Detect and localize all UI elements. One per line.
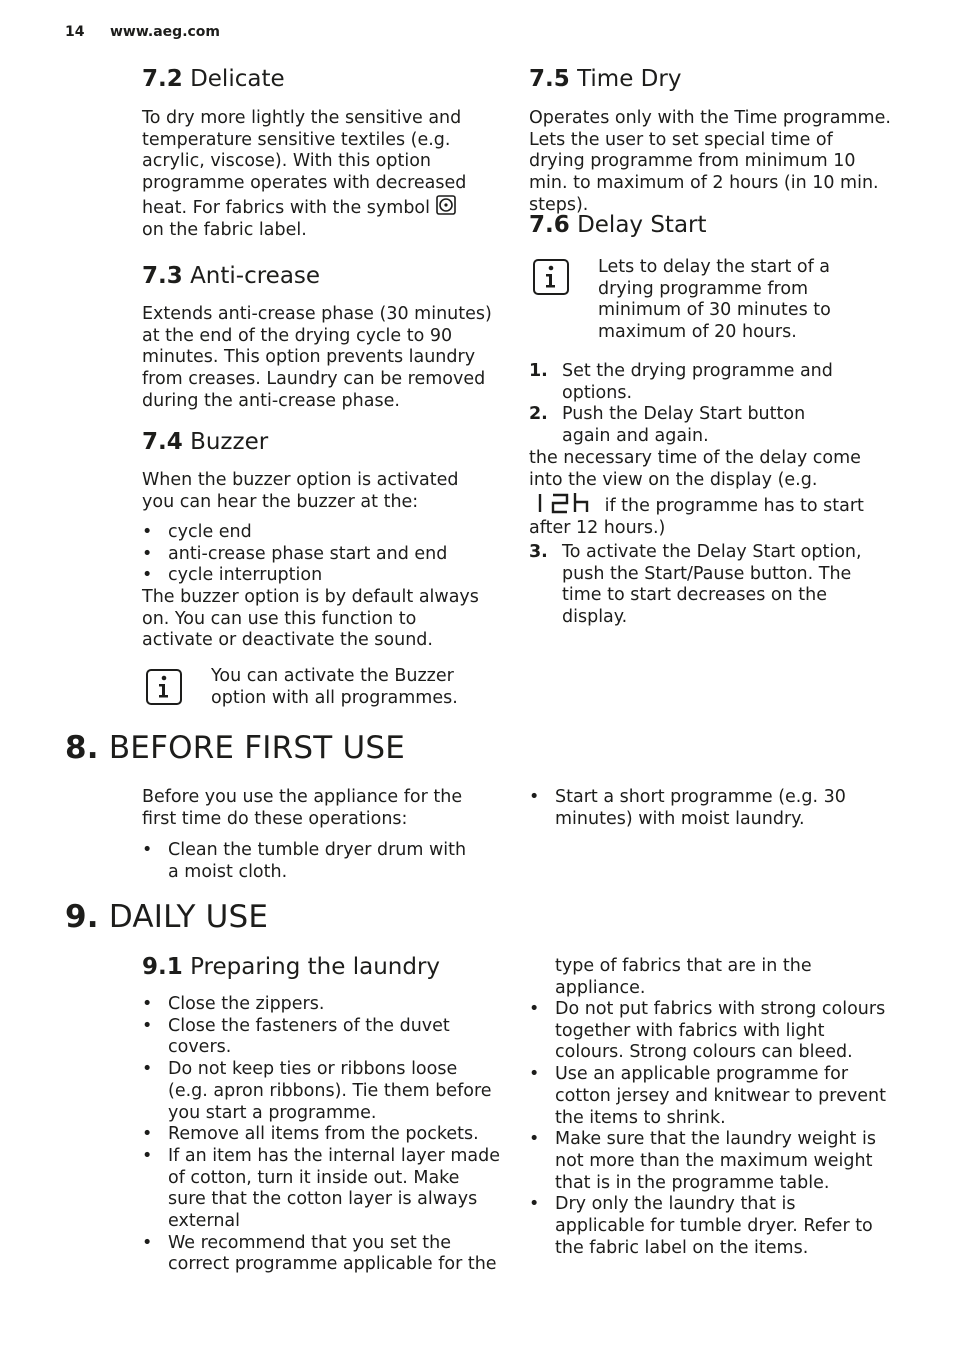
delay-start-continuation bbox=[529, 447, 879, 539]
heading-title: Buzzer bbox=[190, 429, 269, 455]
info-icon bbox=[146, 669, 182, 705]
heading-number: 7.6 bbox=[529, 212, 570, 238]
list-item: • anti-crease phase start and end bbox=[142, 544, 492, 566]
list-item bbox=[529, 404, 849, 447]
step-number: 2. bbox=[529, 404, 548, 425]
buzzer-intro: When the buzzer option is activated you can hear the buzzer at the: bbox=[142, 470, 459, 512]
website-url[interactable]: www.aeg.com bbox=[110, 24, 221, 40]
heading-7-5 bbox=[529, 66, 681, 92]
delay-text-b: if the programme has to start after 12 hours.) bbox=[529, 496, 864, 538]
list-item: • Clean the tumble dryer drum with a moist cloth. bbox=[142, 840, 482, 883]
preparing-laundry-list-left bbox=[142, 994, 502, 1276]
heading-number: 7.5 bbox=[529, 66, 570, 92]
list-item bbox=[529, 542, 869, 629]
list-item: • Make sure that the laundry weight is not more than the maximum weight that is in the programme table. bbox=[529, 1129, 889, 1194]
list-item: • Close the zippers. bbox=[142, 994, 502, 1016]
list-item: • Do not keep ties or ribbons loose (e.g. apron ribbons). Tie them before you start a programme. bbox=[142, 1059, 502, 1124]
buzzer-info-note: You can activate the Buzzer option with all programmes. bbox=[211, 666, 458, 708]
list-item: • cycle interruption bbox=[142, 565, 492, 587]
heading-9-1 bbox=[142, 954, 440, 980]
heading-number: 7.3 bbox=[142, 263, 183, 289]
heading-7-2 bbox=[142, 66, 285, 92]
delay-start-steps-b bbox=[529, 542, 869, 629]
list-item: • Close the fasteners of the duvet covers. bbox=[142, 1016, 502, 1059]
heading-7-6 bbox=[529, 212, 707, 238]
step-number: 3. bbox=[529, 542, 548, 562]
delicate-text bbox=[142, 108, 477, 241]
list-item: • If an item has the internal layer made of cotton, turn it inside out. Make sure that the cotton layer is always external bbox=[142, 1146, 502, 1233]
preparing-laundry-continuation: type of fabrics that are in the appliance. bbox=[555, 956, 812, 998]
heading-number: 7.4 bbox=[142, 429, 183, 455]
heading-7-3 bbox=[142, 263, 320, 289]
delicate-text-b: on the fabric label. bbox=[142, 219, 307, 240]
heading-number: 7.2 bbox=[142, 66, 183, 92]
list-item: • Do not put fabrics with strong colours together with fabrics with light colours. Strong colours can bleed. bbox=[529, 999, 889, 1064]
page-number: 14 bbox=[65, 24, 85, 40]
display-12h-icon bbox=[537, 491, 599, 515]
buzzer-list bbox=[142, 522, 492, 587]
list-item: • Dry only the laundry that is applicable for tumble dryer. Refer to the fabric label on the items. bbox=[529, 1194, 889, 1259]
time-dry-text: Operates only with the Time programme. Lets the user to set special time of drying programme from minimum 10 min. to maximum of 2 hours (in 10 min. steps). bbox=[529, 108, 891, 215]
info-icon bbox=[533, 259, 569, 295]
heading-title: Delicate bbox=[190, 66, 285, 92]
heading-title: Preparing the laundry bbox=[190, 954, 441, 980]
heading-number: 9. bbox=[65, 899, 99, 935]
preparing-laundry-list-right bbox=[529, 999, 889, 1259]
before-first-use-list-right bbox=[529, 787, 859, 830]
list-item: • We recommend that you set the correct programme applicable for the bbox=[142, 1233, 502, 1276]
list-item: • cycle end bbox=[142, 522, 492, 544]
step-text: Push the Delay Start button again and again. bbox=[562, 404, 806, 447]
step-text: Set the drying programme and options. bbox=[562, 361, 833, 403]
delay-text-a: the necessary time of the delay come into the view on the display (e.g. bbox=[529, 448, 861, 490]
step-number: 1. bbox=[529, 361, 548, 381]
list-item: • Remove all items from the pockets. bbox=[142, 1124, 502, 1146]
heading-title: DAILY USE bbox=[108, 899, 269, 935]
list-item: • Use an applicable programme for cotton jersey and knitwear to prevent the items to shrink. bbox=[529, 1064, 889, 1129]
list-item bbox=[529, 361, 849, 404]
heading-section-9 bbox=[65, 899, 268, 935]
heading-title: BEFORE FIRST USE bbox=[108, 730, 406, 766]
heading-title: Time Dry bbox=[577, 66, 682, 92]
list-item: • Start a short programme (e.g. 30 minutes) with moist laundry. bbox=[529, 787, 859, 830]
step-text: To activate the Delay Start option, push the Start/Pause button. The time to start decreases on the display. bbox=[562, 542, 862, 628]
before-first-use-list-left bbox=[142, 840, 482, 883]
heading-number: 8. bbox=[65, 730, 99, 766]
buzzer-text: The buzzer option is by default always on. You can use this function to activate or deactivate the sound. bbox=[142, 587, 479, 651]
delay-start-info-note: Lets to delay the start of a drying programme from minimum of 30 minutes to maximum of 20 hours. bbox=[598, 257, 831, 343]
before-first-use-intro: Before you use the appliance for the first time do these operations: bbox=[142, 787, 463, 829]
anti-crease-text: Extends anti-crease phase (30 minutes) at the end of the drying cycle to 90 minutes. This option prevents laundry from creases. Laundry can be removed during the anti-crease phase. bbox=[142, 304, 492, 411]
heading-title: Anti-crease bbox=[190, 263, 321, 289]
delicate-text-a: To dry more lightly the sensitive and temperature sensitive textiles (e.g. acrylic, viscose). With this option programme operates with decreased heat. For fabrics with the symbol bbox=[142, 108, 467, 218]
heading-title: Delay Start bbox=[577, 212, 707, 238]
heading-section-8 bbox=[65, 730, 405, 766]
heading-number: 9.1 bbox=[142, 954, 183, 980]
heading-7-4 bbox=[142, 429, 268, 455]
delay-start-steps-a bbox=[529, 361, 849, 448]
delicate-fabric-symbol-icon bbox=[436, 195, 456, 215]
